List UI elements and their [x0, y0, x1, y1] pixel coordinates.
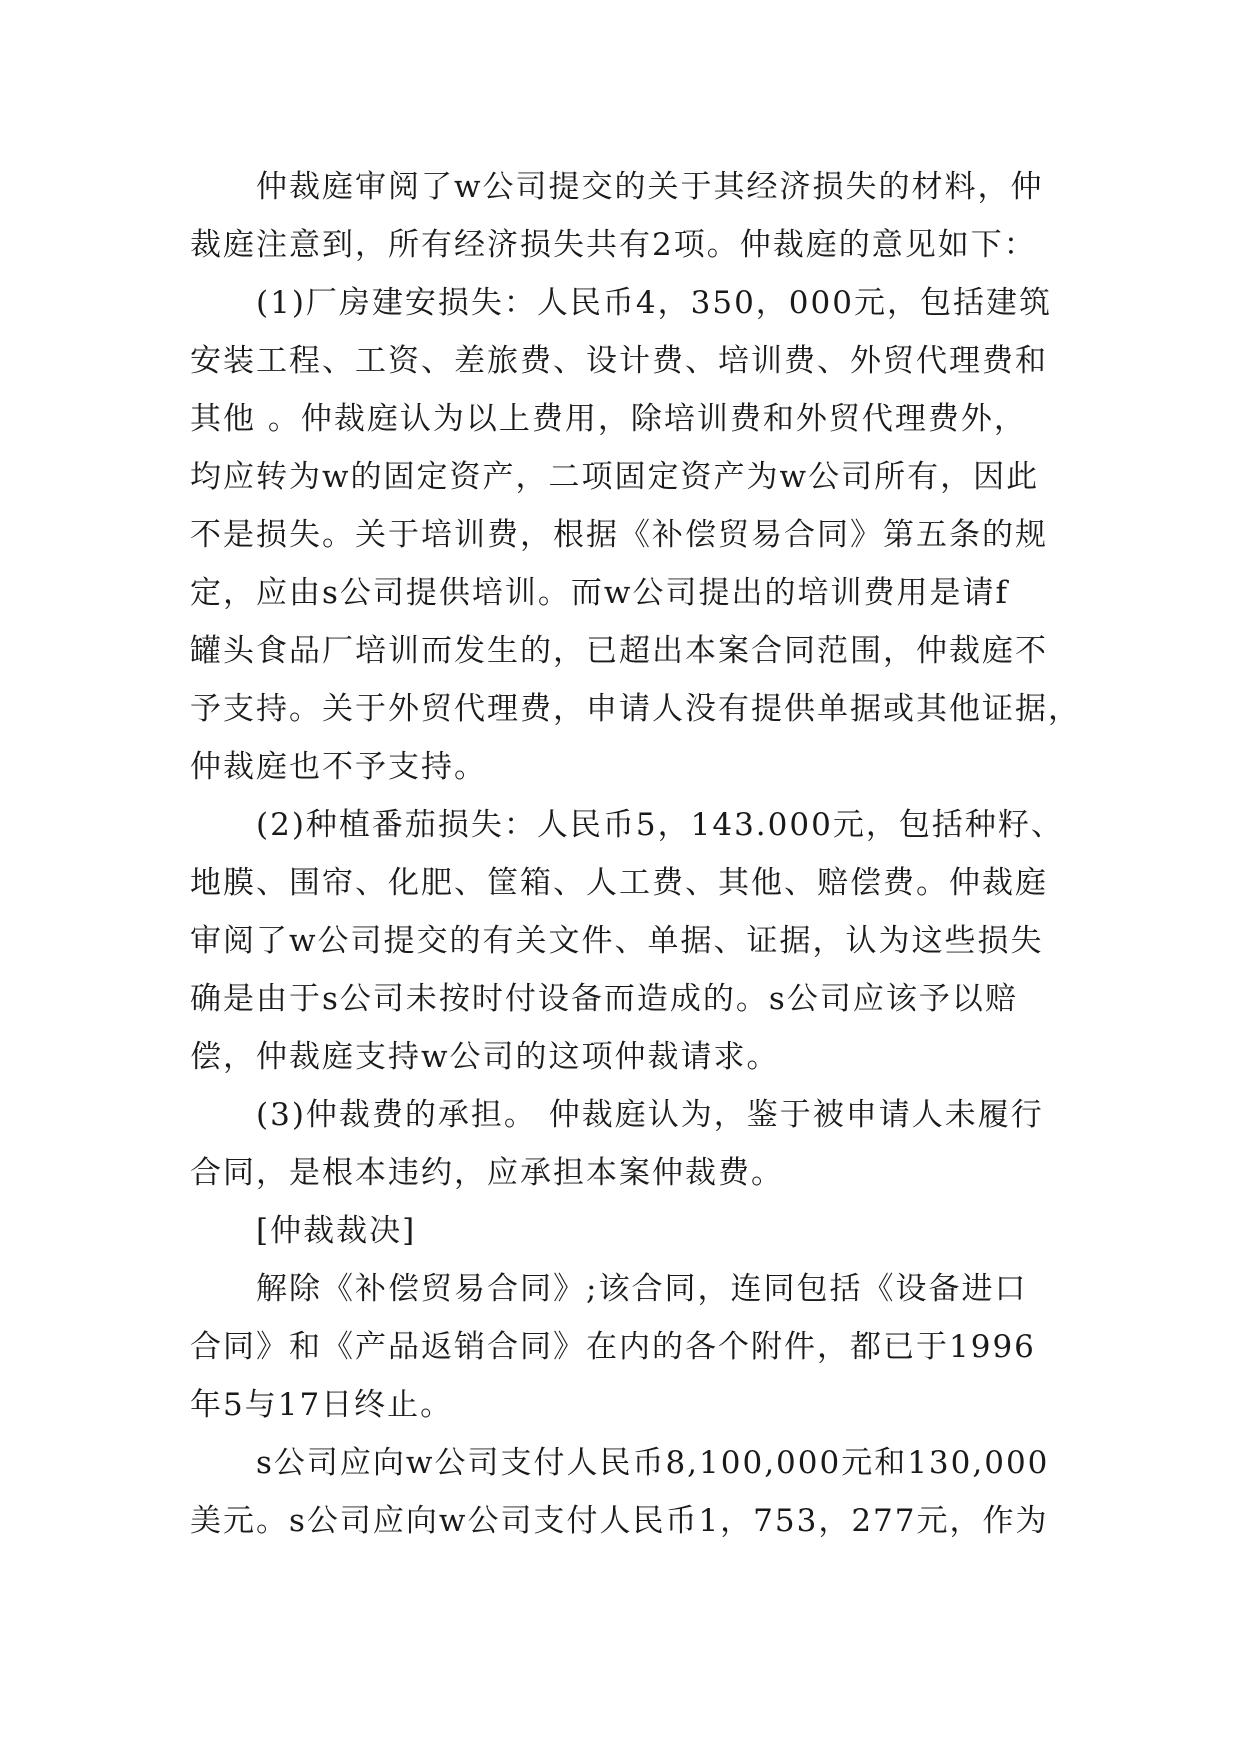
text-line: 定，应由s公司提供培训。而w公司提出的培训费用是请f [190, 575, 1009, 611]
section-heading: [仲裁裁决] [256, 1213, 417, 1249]
paragraph-arbitration-fee [190, 1086, 1050, 1202]
paragraph-factory-loss [190, 274, 1081, 796]
text-line: 安装工程、工资、差旅费、设计费、培训费、外贸代理费和 [190, 343, 1048, 379]
text-line: 其他 。仲裁庭认为以上费用，除培训费和外贸代理费外， [190, 401, 1027, 437]
text-line: 罐头食品厂培训而发生的，已超出本案合同范围，仲裁庭不 [190, 633, 1048, 669]
text-line: 不是损失。关于培训费，根据《补偿贸易合同》第五条的规 [190, 517, 1048, 553]
text-line: s公司应向w公司支付人民币8,100,000元和130,000 [256, 1445, 1050, 1481]
text-line: 确是由于s公司未按时付设备而造成的。s公司应该予以赔 [190, 981, 1018, 1017]
text-line: 合同》和《产品返销合同》在内的各个附件，都已于1996 [190, 1329, 1036, 1365]
text-line: 均应转为w的固定资产，二项固定资产为w公司所有，因此 [190, 459, 1040, 495]
text-line: 合同，是根本违约，应承担本案仲裁费。 [190, 1155, 784, 1191]
text-line: 裁庭注意到，所有经济损失共有2项。仲裁庭的意见如下： [190, 227, 1037, 263]
text-line: 解除《补偿贸易合同》;该合同，连同包括《设备进口 [256, 1271, 1028, 1307]
paragraph-payment [190, 1434, 1050, 1550]
text-line: (1)厂房建安损失：人民币4，350，000元，包括建筑 [256, 285, 1052, 321]
text-line: 审阅了w公司提交的有关文件、单据、证据，认为这些损失 [190, 923, 1044, 959]
paragraph-loss-review [190, 158, 1050, 274]
text-line: 仲裁庭也不予支持。 [190, 749, 487, 785]
text-line: 仲裁庭审阅了w公司提交的关于其经济损失的材料，仲 [256, 169, 1044, 205]
text-line: 年5与17日终止。 [190, 1387, 454, 1423]
section-heading-award [190, 1202, 1050, 1260]
document-page [190, 158, 1081, 1550]
text-line: (2)种植番茄损失：人民币5，143.000元，包括种籽、 [256, 807, 1064, 843]
paragraph-tomato-loss [190, 796, 1064, 1086]
text-line: 予支持。关于外贸代理费，申请人没有提供单据或其他证据， [190, 691, 1081, 727]
text-line: (3)仲裁费的承担。 仲裁庭认为，鉴于被申请人未履行 [256, 1097, 1044, 1133]
text-line: 地膜、围帘、化肥、筐箱、人工费、其他、赔偿费。仲裁庭 [190, 865, 1048, 901]
text-line: 美元。s公司应向w公司支付人民币1，753，277元，作为 [190, 1503, 1049, 1539]
text-line: 偿，仲裁庭支持w公司的这项仲裁请求。 [190, 1039, 780, 1075]
paragraph-contract-termination [190, 1260, 1050, 1434]
